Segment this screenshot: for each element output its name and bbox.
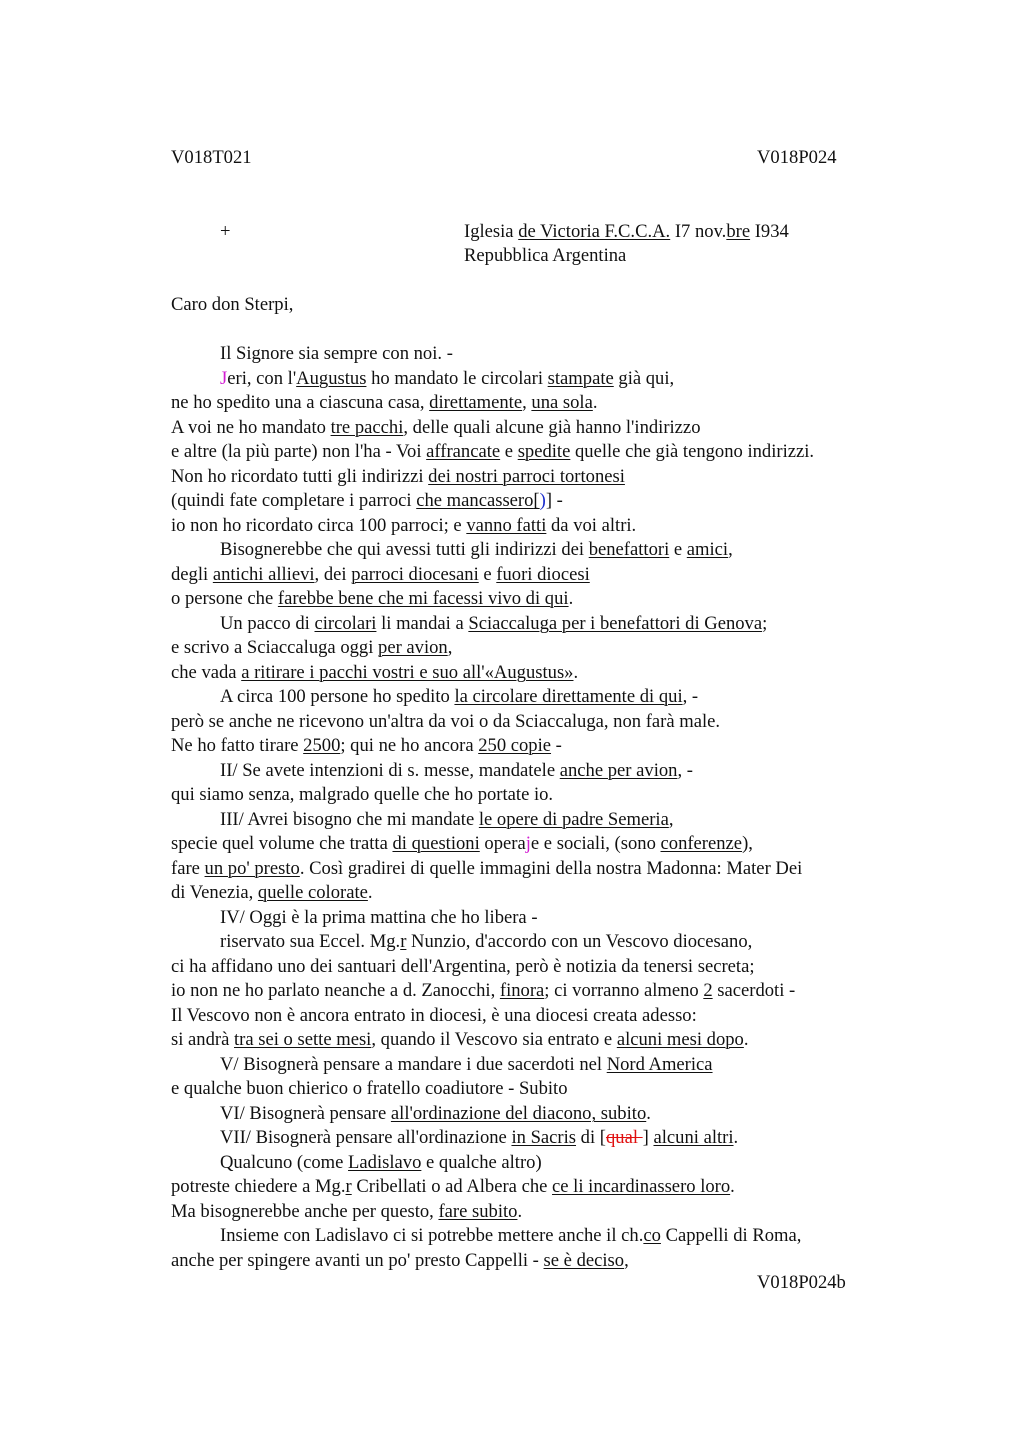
text-run: Augustus [296,368,367,389]
cross-mark: + [220,221,231,242]
letter-line [171,1175,735,1199]
text-run: potreste chiedere a Mg. [171,1176,346,1197]
letter-line [220,930,752,954]
text-run: ) [539,490,546,511]
letter-line [171,955,755,979]
text-run: affrancate [426,441,501,462]
letter-line [171,661,578,685]
text-run: Ladislavo [348,1152,422,1173]
text-run: . [573,662,579,683]
text-run: J [220,368,228,389]
text-run: , [447,637,453,658]
text-run: bre [726,221,751,242]
letter-line [220,1102,651,1126]
text-run: che vada [171,662,242,683]
text-run: opera [479,833,526,854]
letter-line [220,1224,801,1248]
letter-line [171,979,795,1003]
text-run: però se anche ne ricevono un'altra da voi o da Sciaccaluga, non farà male. [171,711,721,732]
text-run: sacerdoti - [712,980,796,1001]
text-run: , delle quali alcune già hanno l'indirizzo [403,417,701,438]
text-run: una sola [531,392,593,413]
text-run: A circa 100 persone ho spedito [220,686,455,707]
text-run: Caro don Sterpi, [171,294,294,315]
text-run: ; ci vorranno almeno [544,980,704,1001]
text-run: Cappelli di Roma, [660,1225,802,1246]
letter-line [171,1077,568,1101]
text-run: . [730,1176,735,1197]
letter-line [220,538,733,562]
text-run: VII/ Bisognerà pensare all'ordinazione [220,1127,512,1148]
text-run: quelle colorate [257,882,368,903]
place-date-line [464,220,789,244]
text-run: [ [533,490,540,511]
text-run: ci ha affidano uno dei santuari dell'Argentina, però è notizia da tenersi secreta; [171,956,755,977]
text-run: . [733,1127,739,1148]
text-run: r [400,931,407,952]
text-run: e qualche buon chierico o fratello coadiutore - Subito [171,1078,568,1099]
text-run: . [367,882,373,903]
text-run: , [624,1250,629,1271]
letter-line [171,783,553,807]
text-run: alcuni mesi dopo [616,1029,744,1050]
text-run: ; qui ne ho ancora [340,735,479,756]
text-run: . [646,1103,651,1124]
letter-line [220,906,538,930]
letter-line [171,563,590,587]
letter-line [220,612,767,636]
letter-line [171,440,814,464]
letter-line [220,1126,738,1150]
text-run: se è deciso [543,1250,625,1271]
text-run: Bisognerebbe che qui avessi tutti gli indirizzi dei [220,539,589,560]
country-line [464,244,626,268]
text-run: o persone che [171,588,278,609]
text-run: già qui, [613,368,675,389]
text-run: ), [742,833,753,854]
text-run: si andrà [171,1029,234,1050]
text-run: A voi ne ho mandato [171,417,331,438]
text-run: Insieme con Ladislavo ci si potrebbe mettere anche il ch. [220,1225,644,1246]
text-run: Repubblica Argentina [464,245,627,266]
text-run: 250 copie [478,735,552,756]
text-run: co [643,1225,661,1246]
text-run: fare [171,858,205,879]
text-run: e altre (la più parte) non l'ha - Voi [171,441,427,462]
letter-line [171,636,452,660]
text-run: I7 nov. [670,221,727,242]
text-run: 2500 [303,735,341,756]
text-run: e scrivo a Sciaccaluga oggi [171,637,379,658]
text-run: Un pacco di [220,613,315,634]
letter-line [220,759,693,783]
text-run: degli [171,564,213,585]
text-run: ne ho spedito una a ciascuna casa, [171,392,430,413]
text-run: Nunzio, d'accordo con un Vescovo diocesano, [406,931,753,952]
text-run: io non ho ricordato circa 100 parroci; e [171,515,467,536]
text-run: , quando il Vescovo sia entrato e [371,1029,617,1050]
text-run: ] - [545,490,563,511]
text-run: Qualcuno (come [220,1152,349,1173]
text-run: che mancassero [416,490,534,511]
text-run: io non ne ho parlato neanche a d. Zanocchi, [171,980,500,1001]
text-run: , - [682,686,699,707]
text-run: . [568,588,574,609]
text-run: ; [762,613,768,634]
text-run: ce li incardinassero loro [552,1176,731,1197]
text-run: IV/ Oggi è la prima mattina che ho libera - [220,907,538,928]
text-run: , [522,392,532,413]
letter-line [171,857,802,881]
text-run: la circolare direttamente di qui [454,686,683,707]
text-run: antichi allievi [212,564,315,585]
text-run: e e sociali, (sono [530,833,661,854]
text-run: I934 [750,221,789,242]
text-run: anche per spingere avanti un po' presto Cappelli - [171,1250,544,1271]
text-run: ] [642,1127,654,1148]
text-run: all'ordinazione del diacono, subito [390,1103,647,1124]
letter-line [171,881,373,905]
text-run: benefattori [588,539,670,560]
letter-line [220,1151,542,1175]
text-run: j [525,833,531,854]
letter-line [171,1249,629,1273]
salutation [171,293,293,317]
text-run: Cribellati o ad Albera che [351,1176,553,1197]
text-run: . [743,1029,749,1050]
letter-line [171,514,636,538]
letter-line [220,685,698,709]
text-run: di [ [576,1127,606,1148]
text-run: riservato sua Eccel. Mg. [220,931,401,952]
text-run: qual [605,1127,643,1148]
text-run: . [592,392,598,413]
text-run: anche per avion [559,760,678,781]
left-document-code: V018T021 [171,147,252,168]
text-run: Nord America [606,1054,713,1075]
letter-line [220,808,674,832]
text-run: III/ Avrei bisogno che mi mandate [220,809,479,830]
text-run: Il Vescovo non è ancora entrato in diocesi, è una diocesi creata adesso: [171,1005,697,1026]
text-run: vanno fatti [466,515,547,536]
text-run: amici [686,539,729,560]
text-run: eri, con l' [227,368,297,389]
letter-line [171,1028,749,1052]
text-run: II/ Se avete intenzioni di s. messe, mandatele [220,760,560,781]
text-run: , [728,539,733,560]
letter-line [171,710,720,734]
letter-line [171,465,625,489]
text-run: in Sacris [511,1127,577,1148]
letter-line [171,1200,522,1224]
text-run: alcuni altri [653,1127,734,1148]
text-run: r [345,1176,352,1197]
text-run: specie quel volume che tratta [171,833,393,854]
text-run: di Venezia, [171,882,258,903]
right-document-code: V018P024 [757,147,837,168]
text-run: Iglesia [464,221,519,242]
text-run: parroci diocesani [351,564,479,585]
text-run: , dei [314,564,352,585]
text-run: fare subito [438,1201,518,1222]
text-run: Ma bisognerebbe anche per questo, [171,1201,439,1222]
text-run: quelle che già tengono indirizzi. [570,441,815,462]
letter-line [171,832,753,856]
text-run: tra sei o sette mesi [234,1029,372,1050]
text-run: Ne ho fatto tirare [171,735,304,756]
letter-line [171,416,701,440]
text-run: Sciaccaluga per i benefattori di Genova [468,613,763,634]
text-run: stampate [547,368,614,389]
text-run: 2 [703,980,713,1001]
text-run: de Victoria F.C.C.A. [518,221,671,242]
text-run: spedite [517,441,571,462]
text-run: li mandai a [376,613,469,634]
text-run: a ritirare i pacchi vostri e suo all'«Augustus» [241,662,574,683]
text-run: Non ho ricordato tutti gli indirizzi [171,466,429,487]
letter-line [171,489,563,513]
text-run: circolari [314,613,377,634]
text-run: VI/ Bisognerà pensare [220,1103,391,1124]
text-run: V/ Bisognerà pensare a mandare i due sacerdoti nel [220,1054,607,1075]
text-run: da voi altri. [546,515,637,536]
letter-line [171,734,562,758]
letter-line [171,391,598,415]
text-run: farebbe bene che mi facessi vivo di qui [277,588,569,609]
text-run: ho mandato le circolari [366,368,548,389]
letter-line [220,1053,713,1077]
text-run: e qualche altro) [421,1152,542,1173]
text-run: , [668,809,674,830]
letter-line [220,367,674,391]
text-run: e [500,441,518,462]
text-run: (quindi fate completare i parroci [171,490,417,511]
text-run: conferenze [660,833,743,854]
text-run: e [478,564,497,585]
text-run: , - [677,760,693,781]
page-code-footer: V018P024b [757,1272,846,1293]
text-run: tre pacchi [330,417,404,438]
text-run: e [669,539,687,560]
letter-line [171,1004,697,1028]
letter-line [220,342,453,366]
text-run: - [551,735,562,756]
letter-line [171,587,573,611]
text-run: le opere di padre Semeria [478,809,669,830]
text-run: direttamente [429,392,523,413]
text-run: . [517,1201,523,1222]
text-run: per avion [378,637,448,658]
text-run: di questioni [392,833,480,854]
text-run: fuori diocesi [496,564,590,585]
text-run: qui siamo senza, malgrado quelle che ho portate io. [171,784,554,805]
text-run: finora [499,980,545,1001]
text-run: dei nostri parroci tortonesi [428,466,625,487]
text-run: . Così gradirei di quelle immagini della nostra Madonna: Mater Dei [299,858,803,879]
text-run: Il Signore sia sempre con noi. - [220,343,453,364]
text-run: un po' presto [204,858,300,879]
